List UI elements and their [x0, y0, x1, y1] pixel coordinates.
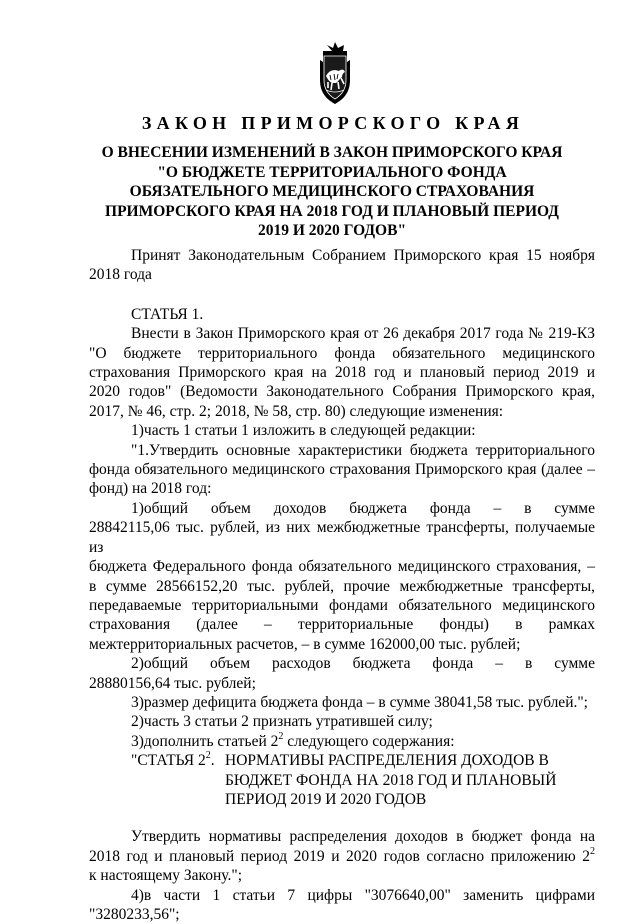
new-article-title-line: ПЕРИОД 2019 И 2020 ГОДОВ	[225, 790, 427, 808]
law-body	[89, 246, 595, 924]
intro-line: 2017, № 46, стр. 2; 2018, № 58, стр. 80) следующие изменения:	[89, 402, 504, 420]
new-article-heading	[131, 751, 595, 809]
new-article-text-line	[89, 847, 595, 866]
subitem-1-line: в сумме 28566152,20 тыс. рублей, прочие межбюджетные трансферты,	[89, 577, 595, 595]
quote-line: фонд) на 2018 год:	[89, 480, 212, 498]
intro-line: Внести в Закон Приморского края от 26 декабря 2017 года № 219-КЗ	[131, 325, 595, 343]
law-subtitle	[60, 143, 580, 241]
subtitle-line: ПРИМОРСКОГО КРАЯ НА 2018 ГОД И ПЛАНОВЫЙ ПЕРИОД	[105, 202, 559, 220]
intro-line: "О бюджете территориального фонда обязательного медицинского	[89, 344, 595, 362]
item-4-line: "3280233,56";	[89, 906, 180, 923]
item-1: 1)часть 1 статьи 1 изложить в следующей редакции:	[131, 422, 476, 440]
subitem-1-line: передаваемые территориальными фондами обязательного медицинского	[89, 596, 595, 614]
quote-line: "1.Утвердить основные характеристики бюджета территориального	[131, 441, 595, 459]
adoption-line: 2018 года	[89, 266, 152, 284]
subitem-1-line: страхования (далее – территориальные фонды) в рамках	[89, 616, 595, 634]
intro-line: 2020 годов" (Ведомости Законодательного Собрания Приморского края,	[89, 383, 595, 401]
subtitle-line: О ВНЕСЕНИИ ИЗМЕНЕНИЙ В ЗАКОН ПРИМОРСКОГО КРАЯ	[101, 144, 563, 161]
new-article-title-line: НОРМАТИВЫ РАСПРЕДЕЛЕНИЯ ДОХОДОВ В	[225, 752, 549, 770]
new-article-label	[131, 751, 225, 809]
intro-line: страхования Приморского края на 2018 год и плановый период 2019 и	[89, 364, 595, 382]
new-article-label-end: .	[210, 752, 215, 770]
item-3-prefix: 3)дополнить статьей 2	[131, 732, 279, 750]
article-1-heading: СТАТЬЯ 1.	[131, 305, 204, 323]
law-title: ЗАКОН ПРИМОРСКОГО КРАЯ	[141, 113, 525, 133]
subitem-2-line: 2)общий объем расходов бюджета фонда – в сумме	[131, 655, 595, 673]
primorsky-krai-coat-of-arms-icon	[310, 42, 360, 104]
item-3-suffix: следующего содержания:	[283, 732, 455, 750]
new-article-label-text: "СТАТЬЯ 2	[131, 752, 206, 770]
new-article-title	[225, 751, 595, 809]
item-2: 2)часть 3 статьи 2 признать утратившей силу;	[131, 713, 433, 731]
superscript: 2	[205, 750, 211, 761]
superscript: 2	[278, 730, 284, 742]
subitem-3-line: 3)размер дефицита бюджета фонда – в сумме 38041,58 тыс. рублей.";	[131, 693, 588, 711]
quote-line: фонда обязательного медицинского страхования Приморского края (далее –	[89, 461, 595, 479]
item-4-line: 4)в части 1 статьи 7 цифры "3076640,00" заменить цифрами	[131, 886, 595, 904]
subtitle-line: ОБЯЗАТЕЛЬНОГО МЕДИЦИНСКОГО СТРАХОВАНИЯ	[129, 183, 535, 201]
adoption-line: Принят Законодательным Собранием Приморского края 15 ноября	[131, 247, 595, 264]
subitem-1-line: бюджета Федерального фонда обязательного медицинского страхования, –	[89, 558, 595, 576]
new-article-title-line: БЮДЖЕТ ФОНДА НА 2018 ГОД И ПЛАНОВЫЙ	[225, 771, 557, 789]
new-article-text-line: к настоящему Закону.";	[89, 867, 243, 885]
subitem-1-line: 1)общий объем доходов бюджета фонда – в сумме	[131, 499, 595, 517]
subitem-1-line: межтерриториальных расчетов, – в сумме 162000,00 тыс. рублей;	[89, 635, 521, 653]
superscript: 2	[590, 845, 595, 857]
subtitle-line: "О БЮДЖЕТЕ ТЕРРИТОРИАЛЬНОГО ФОНДА	[157, 163, 507, 181]
new-article-text-line: Утвердить нормативы распределения доходов в бюджет фонда на	[131, 828, 595, 846]
new-article-text-prefix: 2018 год и плановый период 2019 и 2020 годов согласно приложению 2	[89, 847, 590, 865]
subitem-1-line: 28842115,06 тыс. рублей, из них межбюджетные трансферты, получаемые из	[89, 519, 595, 556]
subtitle-line: 2019 И 2020 ГОДОВ"	[257, 222, 407, 240]
subitem-2-line: 28880156,64 тыс. рублей;	[89, 674, 256, 692]
item-3	[89, 732, 595, 751]
